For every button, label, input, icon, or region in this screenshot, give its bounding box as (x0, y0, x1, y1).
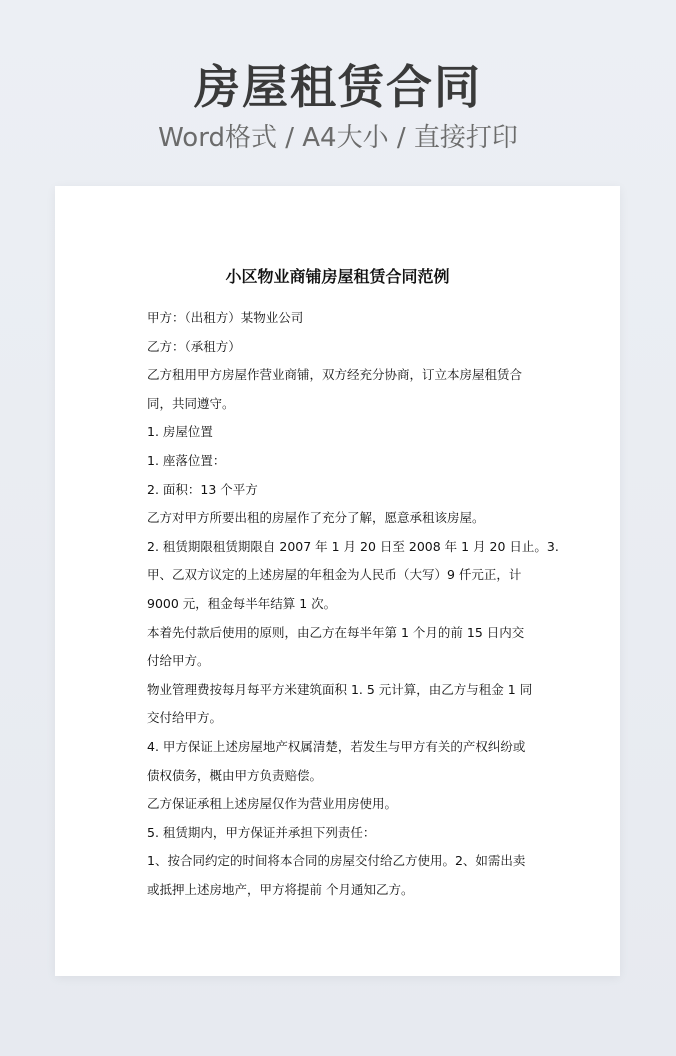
document-line: 4. 甲方保证上述房屋地产权属清楚，若发生与甲方有关的产权纠纷或 (147, 738, 526, 754)
document-line: 乙方对甲方所要出租的房屋作了充分了解，愿意承租该房屋。 (147, 510, 485, 526)
page-header (0, 60, 676, 154)
document-line: 交付给甲方。 (147, 710, 223, 726)
document-title: 小区物业商铺房屋租赁合同范例 (225, 267, 450, 286)
document-line: 甲、乙双方议定的上述房屋的年租金为人民币（大写）9 仟元正，计 (147, 567, 522, 583)
document-line: 同，共同遵守。 (147, 395, 235, 411)
document-line: 1. 房屋位置 (147, 424, 213, 440)
document-line: 1. 座落位置： (147, 452, 226, 468)
page-subtitle: Word格式 / A4大小 / 直接打印 (158, 123, 518, 154)
document-line: 2. 面积：13 个平方 (147, 481, 258, 497)
document-line: 付给甲方。 (147, 653, 210, 669)
document-line: 本着先付款后使用的原则，由乙方在每半年第 1 个月的前 15 日内交 (147, 624, 525, 640)
document-line: 5. 租赁期内，甲方保证并承担下列责任： (147, 824, 376, 840)
document-line: 乙方租用甲方房屋作营业商铺，双方经充分协商，订立本房屋租赁合 (147, 367, 523, 383)
document-line: 2. 租赁期限租赁期限自 2007 年 1 月 20 日至 2008 年 1 月 20 日止。3. (147, 538, 559, 554)
document-line: 9000 元，租金每半年结算 1 次。 (147, 595, 337, 611)
document-line: 或抵押上述房地产，甲方将提前 个月通知乙方。 (147, 881, 414, 897)
page-title: 房屋租赁合同 (194, 60, 482, 114)
document-line: 甲方：（出租方）某物业公司 (147, 310, 304, 325)
document-line: 乙方：（承租方） (147, 338, 241, 354)
document-line: 1、按合同约定的时间将本合同的房屋交付给乙方使用。2、如需出卖 (147, 853, 526, 869)
document-page (55, 186, 620, 976)
document-line: 物业管理费按每月每平方米建筑面积 1. 5 元计算，由乙方与租金 1 同 (147, 681, 533, 697)
document-line: 乙方保证承租上述房屋仅作为营业用房使用。 (147, 796, 398, 812)
document-body (147, 308, 559, 908)
document-line: 债权债务，概由甲方负责赔偿。 (147, 767, 323, 783)
